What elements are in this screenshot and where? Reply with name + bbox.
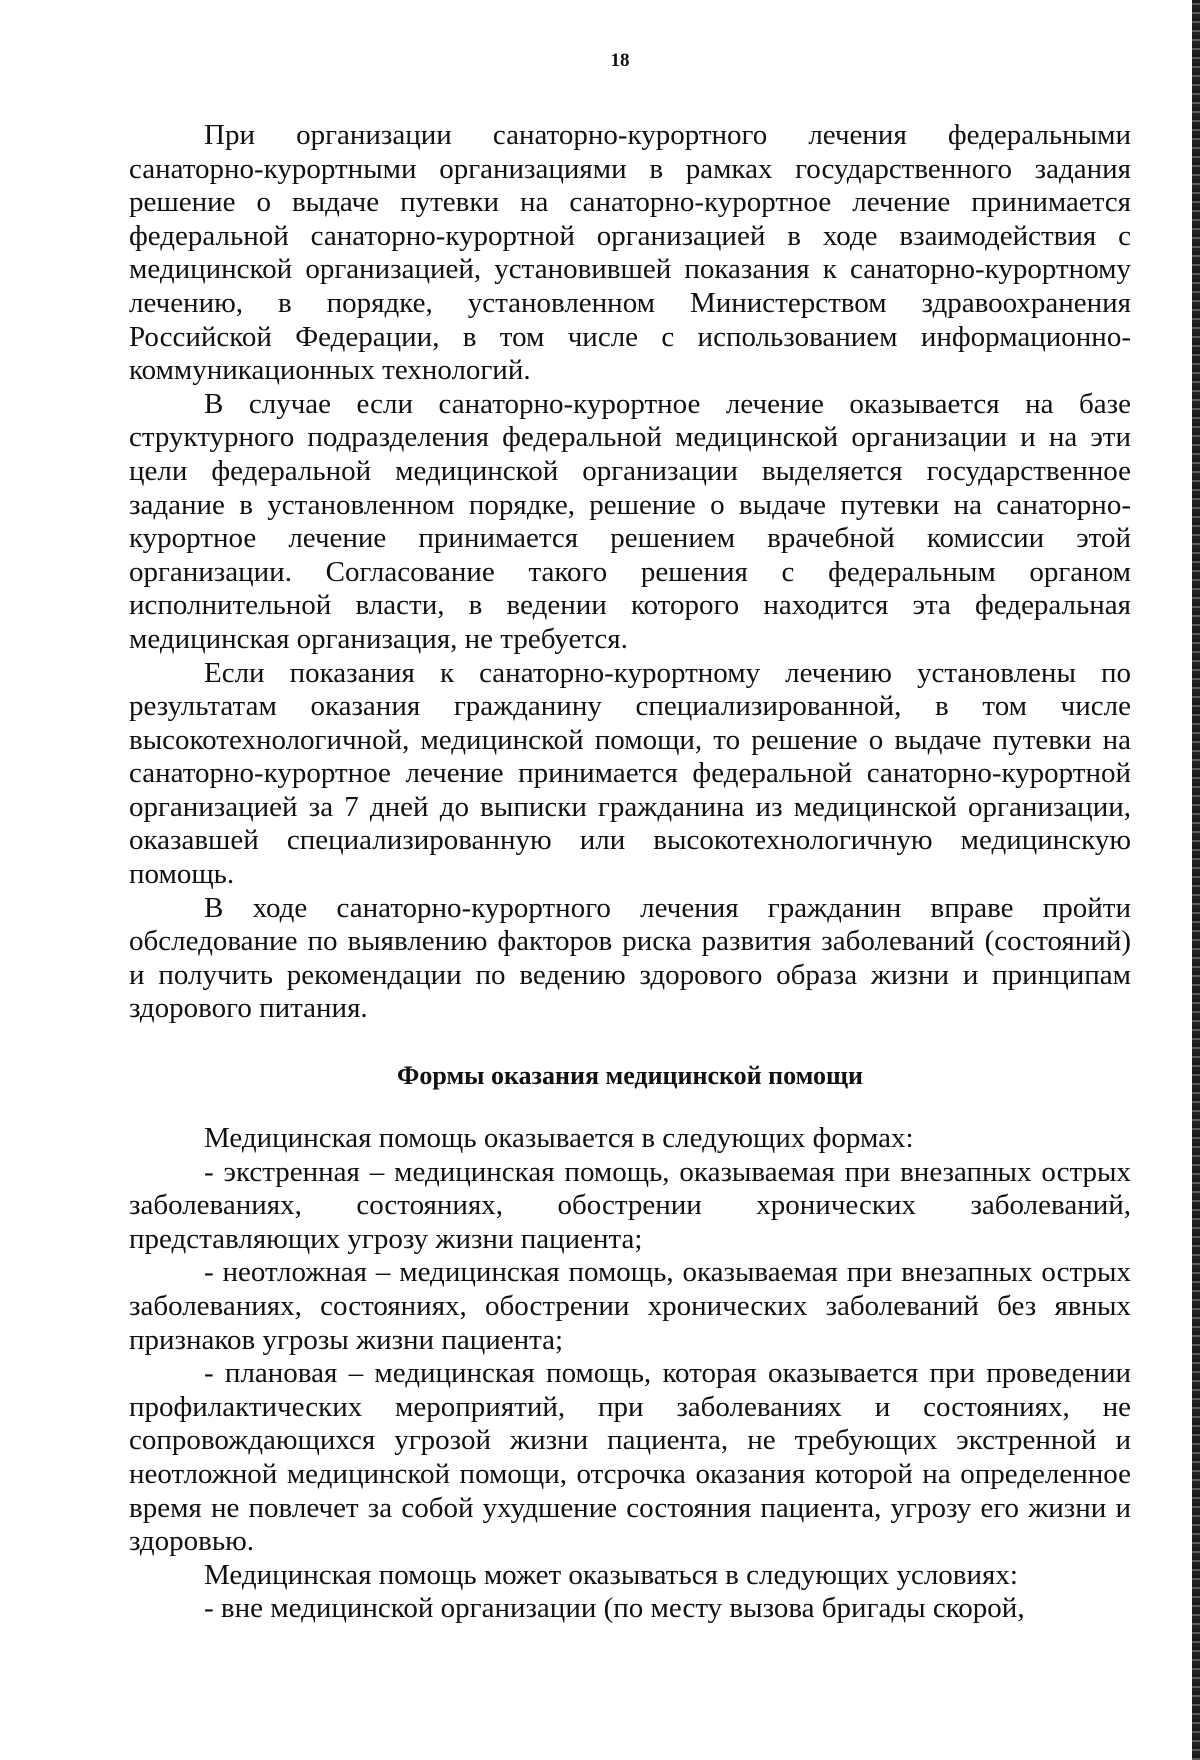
paragraph-forms-intro: Медицинская помощь оказывается в следующих формах: <box>204 1122 914 1155</box>
paragraph-conditions-intro: Медицинская помощь может оказываться в следующих условиях: <box>204 1558 1018 1591</box>
paragraph-risk-factor-screening: В ходе санаторно-курортного лечения гражданин вправе пройти обследование по выявлению факторов риска развития заболеваний (состояний) и получить рекомендации по ведению здорового образа жизни и принципам здорового питания. <box>129 891 1131 1025</box>
paragraph-sanatorium-state-assignment: При организации санаторно-курортного лечения федеральными санаторно-курортными организациями в рамках государственного задания решение о выдаче путевки на санаторно-курортное лечение принимается федеральной санаторно-курортной организацией в ходе взаимодействия с медицинской организацией, установившей показания к санаторно-курортному лечению, в порядке, установленном Министерством здравоохранения Российской Федерации, в том числе с использованием информационно-коммуникационных технологий. <box>129 119 1131 387</box>
paragraph-high-tech-care: Если показания к санаторно-курортному лечению установлены по результатам оказания гражданину специализированной, в том числе высокотехнологичной, медицинской помощи, то решение о выдаче путевки на санаторно-курортное лечение принимается федеральной санаторно-курортной организацией за 7 дней до выписки гражданина из медицинской организации, оказавшей специализированную или высокотехнологичную медицинскую помощь. <box>129 656 1131 891</box>
list-item-planned: - плановая – медицинская помощь, которая оказывается при проведении профилактических мероприятий, при заболеваниях и состояниях, не сопровождающихся угрозой жизни пациента, не требующих экстренной и неотложной медицинской помощи, отсрочка оказания которой на определенное время не повлечет за собой ухудшение состояния пациента, угрозу его жизни и здоровью. <box>129 1357 1131 1558</box>
document-body <box>129 119 1131 1626</box>
list-item-outside-organization: - вне медицинской организации (по месту вызова бригады скорой, <box>204 1592 1025 1625</box>
list-item-emergency: - экстренная – медицинская помощь, оказываемая при внезапных острых заболеваниях, состояниях, обострении хронических заболеваний, представляющих угрозу жизни пациента; <box>129 1155 1131 1255</box>
list-item-urgent: - неотложная – медицинская помощь, оказываемая при внезапных острых заболеваниях, состояниях, обострении хронических заболеваний без явных признаков угрозы жизни пациента; <box>129 1256 1131 1356</box>
paragraph-structural-subdivision: В случае если санаторно-курортное лечение оказывается на базе структурного подразделения федеральной медицинской организации и на эти цели федеральной медицинской организации выделяется государственное задание в установленном порядке, решение о выдаче путевки на санаторно-курортное лечение принимается решением врачебной комиссии этой организации. Согласование такого решения с федеральным органом исполнительной власти, в ведении которого находится эта федеральная медицинская организация, не требуется. <box>129 387 1131 655</box>
scan-edge-border <box>1192 0 1200 1760</box>
page-number: 18 <box>610 50 630 71</box>
section-heading: Формы оказания медицинской помощи <box>397 1061 863 1091</box>
